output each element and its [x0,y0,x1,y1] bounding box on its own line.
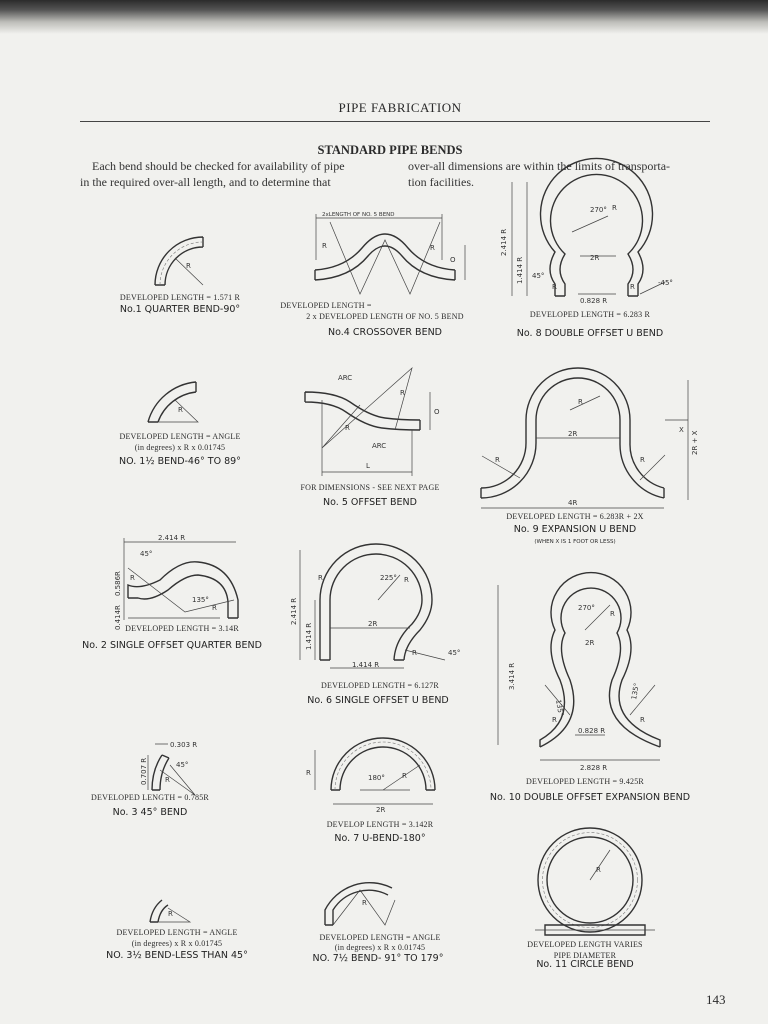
diagram-45-bend [140,741,197,795]
dim-label: 180° [368,774,385,782]
diagram-crossover-bend [315,212,465,294]
dim-label: 2R [585,639,595,647]
b6-title: No. 6 SINGLE OFFSET U BEND [307,695,449,706]
dim-label: 2R [590,254,600,262]
dim-label: R [400,389,405,397]
dim-label: R [165,776,170,784]
dim-label: O [450,256,456,264]
dim-label: R [178,406,183,414]
dim-label: R [610,610,615,618]
dim-label: 45° [448,649,461,657]
b9-title: No. 9 EXPANSION U BEND [513,524,637,535]
b11-developed-length: DEVELOPED LENGTH VARIES [527,940,643,949]
dim-label: R [168,910,173,918]
dim-label: R [495,456,500,464]
b10-developed-length: DEVELOPED LENGTH = 9.425R [526,777,644,786]
dim-label: R [552,716,557,724]
dim-label: 2R [368,620,378,628]
intro-col2-line2: tion facilities. [408,175,474,189]
diagram-bend-less-than-45 [150,900,190,922]
b11-title: No. 11 CIRCLE BEND [536,959,634,970]
dim-label: R [630,283,635,291]
dim-label: 2.414 R [500,228,508,256]
dim-label: 0.828 R [578,727,606,735]
dim-label: R [402,772,407,780]
dim-label: 45° [532,272,545,280]
dim-label: 1.414 R [516,256,524,284]
dim-label: 135° [630,682,641,701]
b7h-developed-length-2: (in degrees) x R x 0.01745 [334,943,426,952]
dim-label: R [612,204,617,212]
b2-title: No. 2 SINGLE OFFSET QUARTER BEND [82,640,262,651]
dim-label: 2.828 R [580,764,608,772]
b7-developed-length: DEVELOP LENGTH = 3.142R [326,820,434,829]
dim-label: R [640,716,645,724]
b9-note: (WHEN X IS 1 FOOT OR LESS) [534,539,616,545]
dim-label: 0.586R [114,571,122,596]
diagram-double-offset-u-bend [500,158,673,305]
b3-developed-length: DEVELOPED LENGTH = 0.785R [91,793,209,802]
intro-col1-line1: Each bend should be checked for availability of pipe [92,159,345,173]
dim-label: 135° [554,698,565,717]
dim-label: 225° [380,574,397,582]
dim-label: 270° [578,604,595,612]
dim-label: 1.414 R [305,622,313,650]
dim-label: L [366,462,370,470]
diagram-quarter-bend [155,237,203,285]
b1h-title: NO. 1½ BEND-46° TO 89° [119,456,241,467]
dim-label: R [578,398,583,406]
dim-label: R [345,424,350,432]
page-number: 143 [706,992,726,1007]
b4-developed-length-2: 2 x DEVELOPED LENGTH OF NO. 5 BEND [306,312,464,321]
dim-label: R [404,576,409,584]
dim-label: 2xLENGTH OF NO. 5 BEND [322,212,395,218]
dim-label: R [430,244,435,252]
b7-title: No. 7 U-BEND-180° [334,833,426,844]
b3h-developed-length-1: DEVELOPED LENGTH = ANGLE [116,928,238,937]
diagram-circle-bend [535,828,655,935]
diagram-expansion-u-bend [481,368,699,508]
b1-developed-length: DEVELOPED LENGTH = 1.571 R [119,293,241,302]
dim-label: ARC [372,442,387,450]
running-header: PIPE FABRICATION [338,100,462,115]
diagram-single-offset-u-bend [290,544,460,669]
b4-title: No.4 CROSSOVER BEND [328,327,442,338]
dim-label: R [362,899,367,907]
dim-label: 135° [192,596,209,604]
intro-col2-line1: over-all dimensions are within the limits of transporta- [408,159,671,173]
diagram-double-offset-expansion-bend [498,573,660,772]
dim-label: R [186,262,191,270]
dim-label: 2R + X [691,430,699,455]
dim-label: ARC [338,374,353,382]
diagram-bend-46-89 [148,382,198,422]
dim-label: 45° [176,761,189,769]
dim-label: R [130,574,135,582]
b1-title: No.1 QUARTER BEND-90° [119,304,241,315]
dim-label: 0.303 R [170,741,198,749]
b1h-developed-length-1: DEVELOPED LENGTH = ANGLE [119,432,241,441]
diagram-bend-91-179 [325,883,395,925]
dim-label: R [318,574,323,582]
dim-label: X [679,426,684,434]
dim-label: 45° [140,550,153,558]
b2-developed-length: DEVELOPED LENGTH = 3.14R [125,624,239,633]
b7h-developed-length-1: DEVELOPED LENGTH = ANGLE [319,933,441,942]
dim-label: 270° [590,206,607,214]
dim-label: 2R [568,430,578,438]
dim-label: R [412,649,417,657]
b6-developed-length: DEVELOPED LENGTH = 6.127R [321,681,439,690]
dim-label: 2R [376,806,386,814]
diagram-single-offset-quarter-bend [114,534,238,630]
dim-label: R [552,283,557,291]
dim-label: R [640,456,645,464]
dim-label: R [212,604,217,612]
b4-developed-length-1: DEVELOPED LENGTH = [280,301,372,310]
b8-title: No. 8 DOUBLE OFFSET U BEND [516,328,664,339]
b10-title: No. 10 DOUBLE OFFSET EXPANSION BEND [489,792,691,803]
diagram-u-bend-180 [306,738,435,814]
dim-label: -45° [658,279,673,287]
b3-title: No. 3 45° BEND [112,807,188,818]
dim-label: R [306,769,311,777]
b7h-title: NO. 7½ BEND- 91° TO 179° [312,953,444,964]
dim-label: 0.707 R [140,757,148,785]
intro-col1-line2: in the required over-all length, and to determine that [80,175,331,189]
b1h-developed-length-2: (in degrees) x R x 0.01745 [134,443,226,452]
b5-dimensions-note: FOR DIMENSIONS - SEE NEXT PAGE [300,483,440,492]
b9-developed-length: DEVELOPED LENGTH = 6.283R + 2X [506,512,644,521]
dim-label: 1.414 R [352,661,380,669]
b11-pipe-diameter: PIPE DIAMETER [553,951,617,960]
b5-title: No. 5 OFFSET BEND [323,497,417,508]
dim-label: O [434,408,440,416]
dim-label: 0.414R [114,605,122,630]
b3h-developed-length-2: (in degrees) x R x 0.01745 [131,939,223,948]
dim-label: R [596,866,601,874]
section-title: STANDARD PIPE BENDS [317,143,463,157]
dim-label: 2.414 R [158,534,186,542]
b3h-title: NO. 3½ BEND-LESS THAN 45° [106,950,248,961]
dim-label: R [322,242,327,250]
dim-label: 2.414 R [290,597,298,625]
dim-label: 4R [568,499,578,507]
b8-developed-length: DEVELOPED LENGTH = 6.283 R [529,310,651,319]
diagram-offset-bend [305,368,440,476]
dim-label: 0.828 R [580,297,608,305]
dim-label: 3.414 R [508,662,516,690]
